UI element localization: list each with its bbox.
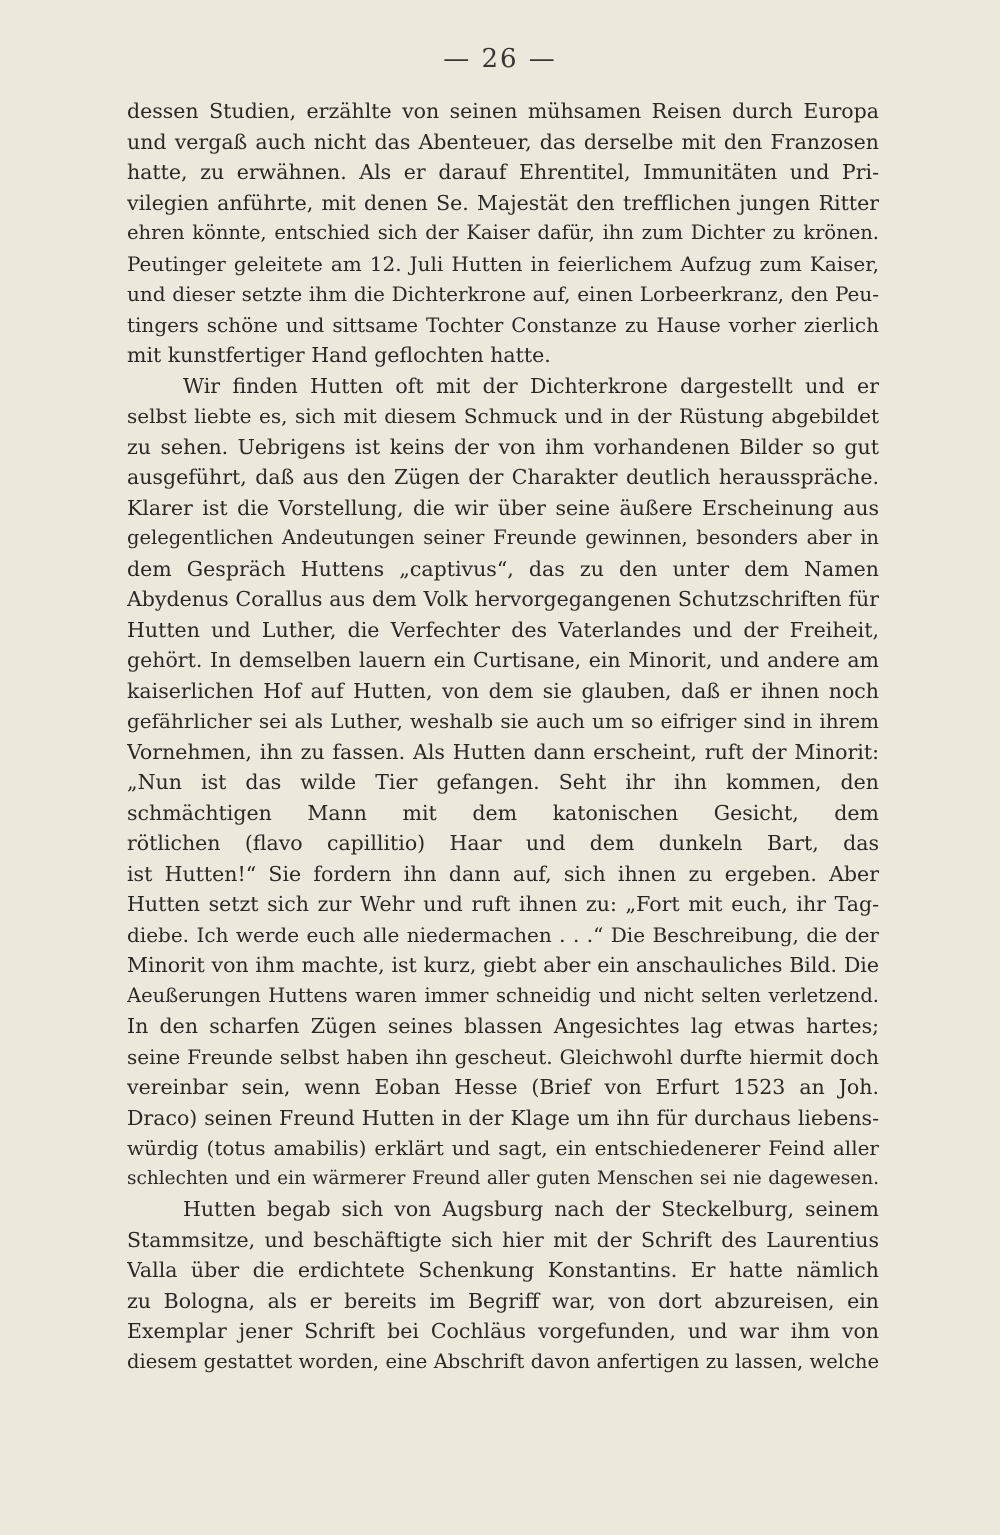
text-line: Abydenus Corallus aus dem Volk hervorgegangenen Schutzschriften für bbox=[127, 587, 879, 611]
text-line: Exemplar jener Schrift bei Cochläus vorgefunden, und war ihm von bbox=[127, 1319, 879, 1343]
text-line: rötlichen (flavo capillitio) Haar und dem dunkeln Bart, das bbox=[127, 831, 879, 855]
text-line: und dieser setzte ihm die Dichterkrone auf, einen Lorbeerkranz, den Peu- bbox=[127, 282, 879, 306]
text-line: Peutinger geleitete am 12. Juli Hutten in feierlichem Aufzug zum Kaiser, bbox=[127, 251, 879, 276]
text-line: seine Freunde selbst haben ihn gescheut. Gleichwohl durfte hiermit doch bbox=[127, 1044, 879, 1069]
text-line: vereinbar sein, wenn Eoban Hesse (Brief von Erfurt 1523 an Joh. bbox=[127, 1075, 879, 1099]
text-line: Vornehmen, ihn zu fassen. Als Hutten dann erscheint, ruft der Minorit: bbox=[127, 739, 879, 764]
text-line: diesem gestattet worden, eine Abschrift davon anfertigen zu lassen, welche bbox=[127, 1349, 879, 1373]
text-line: Wir finden Hutten oft mit der Dichterkrone dargestellt und er bbox=[183, 373, 879, 398]
text-line: gefährlicher sei als Luther, weshalb sie auch um so eifriger sind in ihrem bbox=[127, 709, 879, 733]
text-line: ist Hutten!“ Sie fordern ihn dann auf, sich ihnen zu ergeben. Aber bbox=[127, 861, 879, 886]
text-line: selbst liebte es, sich mit diesem Schmuck und in der Rüstung abgebildet bbox=[127, 404, 879, 428]
text-line: mit kunstfertiger Hand geflochten hatte. bbox=[127, 343, 551, 367]
text-line: ehren könnte, entschied sich der Kaiser dafür, ihn zum Dichter zu krönen. bbox=[127, 221, 879, 244]
text-line: diebe. Ich werde euch alle niedermachen . . .“ Die Beschreibung, die der bbox=[127, 922, 879, 947]
text-line: gehört. In demselben lauern ein Curtisane, ein Minorit, und andere am bbox=[127, 648, 879, 672]
text-line: schmächtigen Mann mit dem katonischen Gesicht, dem bbox=[127, 800, 879, 825]
text-line: kaiserlichen Hof auf Hutten, von dem sie glauben, daß er ihnen noch bbox=[127, 678, 879, 703]
text-line: und vergaß auch nicht das Abenteuer, das derselbe mit den Franzosen bbox=[127, 129, 879, 154]
text-line: würdig (totus amabilis) erklärt und sagt, ein entschiedenerer Feind aller bbox=[127, 1136, 879, 1160]
text-line: schlechten und ein wärmerer Freund aller guten Menschen sei nie dagewesen. bbox=[127, 1167, 879, 1189]
page-number: — 26 — bbox=[443, 44, 557, 74]
text-line: gelegentlichen Andeutungen seiner Freunde gewinnen, besonders aber in bbox=[127, 526, 879, 549]
text-line: Minorit von ihm machte, ist kurz, giebt aber ein anschauliches Bild. Die bbox=[127, 953, 879, 977]
text-line: Klarer ist die Vorstellung, die wir über seine äußere Erscheinung aus bbox=[127, 495, 879, 520]
text-line: Hutten begab sich von Augsburg nach der Steckelburg, seinem bbox=[183, 1197, 879, 1221]
text-line: Hutten und Luther, die Verfechter des Vaterlandes und der Freiheit, bbox=[127, 617, 879, 642]
text-line: Valla über die erdichtete Schenkung Konstantins. Er hatte nämlich bbox=[127, 1258, 879, 1282]
text-line: zu Bologna, als er bereits im Begriff war, von dort abzureisen, ein bbox=[127, 1288, 879, 1313]
text-line: Hutten setzt sich zur Wehr und ruft ihnen zu: „Fort mit euch, ihr Tag- bbox=[127, 892, 879, 916]
text-line: In den scharfen Zügen seines blassen Angesichtes lag etwas hartes; bbox=[127, 1014, 879, 1038]
text-line: tingers schöne und sittsame Tochter Constanze zu Hause vorher zierlich bbox=[127, 312, 879, 337]
text-line: Stammsitze, und beschäftigte sich hier mit der Schrift des Laurentius bbox=[127, 1227, 879, 1252]
text-line: ausgeführt, daß aus den Zügen der Charakter deutlich herausspräche. bbox=[127, 465, 879, 489]
text-line: dessen Studien, erzählte von seinen mühsamen Reisen durch Europa bbox=[127, 99, 879, 123]
body-text bbox=[127, 96, 879, 1377]
text-line: vilegien anführte, mit denen Se. Majestät den trefflichen jungen Ritter bbox=[127, 190, 879, 215]
text-line: Aeußerungen Huttens waren immer schneidig und nicht selten verletzend. bbox=[127, 983, 879, 1007]
text-line: hatte, zu erwähnen. Als er darauf Ehrentitel, Immunitäten und Pri- bbox=[127, 160, 879, 184]
text-line: zu sehen. Uebrigens ist keins der von ihm vorhandenen Bilder so gut bbox=[127, 434, 879, 459]
text-line: „Nun ist das wilde Tier gefangen. Seht ihr ihn kommen, den bbox=[127, 770, 879, 794]
text-line: dem Gespräch Huttens „captivus“, das zu den unter dem Namen bbox=[127, 556, 879, 581]
text-line: Draco) seinen Freund Hutten in der Klage um ihn für durchaus liebens- bbox=[127, 1105, 879, 1130]
